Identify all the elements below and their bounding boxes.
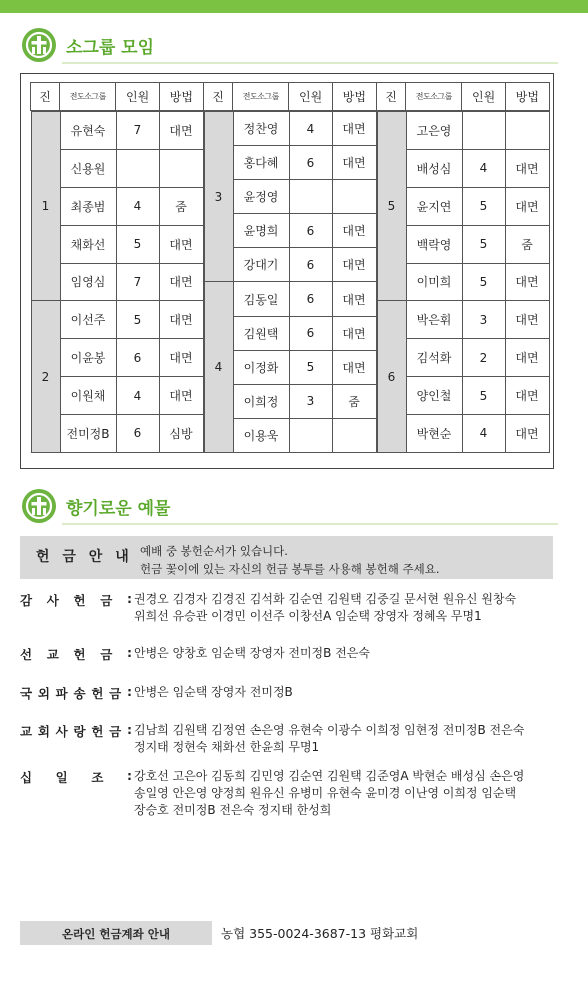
offering-label: [20, 684, 132, 702]
section-header-offering: [22, 489, 558, 525]
offering-names-line: 권경오 김경자 김경진 김석화 김순연 김원택 김중길 문서현 원유신 원창숙: [134, 592, 517, 606]
offering-names-line: 강호선 고은아 김동희 김민영 김순연 김원택 김준영A 박현순 배성심 손은영: [134, 769, 525, 783]
cell-count: 6: [289, 316, 332, 350]
cell-method: 대면: [332, 282, 376, 316]
group-column: [31, 111, 204, 453]
cell-method: 대면: [159, 263, 203, 301]
offering-label-char: 파: [55, 686, 68, 701]
cell-method: 대면: [332, 214, 376, 248]
cell-count: 4: [462, 149, 505, 187]
offering-names-line: 안병은 임순택 장영자 전미정B: [134, 685, 293, 699]
offering-label-char: 랑: [73, 724, 86, 739]
cell-method: 대면: [159, 225, 203, 263]
offering-label-char: 교: [46, 647, 59, 662]
offering-label-char: :: [127, 591, 132, 606]
cell-method: 대면: [505, 301, 549, 339]
notice-line: 예배 중 봉헌순서가 있습니다.: [140, 544, 288, 558]
offering-names: [134, 722, 560, 756]
cell-count: 4: [289, 112, 332, 146]
cell-method: 줌: [159, 187, 203, 225]
table-row: [31, 301, 203, 339]
table-body-row: [31, 111, 550, 453]
jin-number-cell: 3: [204, 112, 233, 282]
cell-count: 4: [462, 415, 505, 453]
cell-name: 윤정영: [233, 180, 289, 214]
table-header-row: [31, 83, 550, 111]
cell-count: [116, 149, 159, 187]
cell-count: [289, 418, 332, 452]
cell-count: 5: [289, 350, 332, 384]
cell-method: 대면: [505, 377, 549, 415]
table-header-cell: 인원: [289, 83, 332, 111]
table-header-cell: 인원: [116, 83, 159, 111]
cell-count: 5: [462, 263, 505, 301]
table-row: [204, 112, 376, 146]
offering-label-char: 금: [109, 724, 122, 739]
table-header-cell: 진: [377, 83, 406, 111]
cell-count: 7: [116, 263, 159, 301]
church-logo-icon: [22, 28, 56, 62]
cell-name: 박현순: [406, 415, 462, 453]
offering-names-line: 김남희 김원택 김정연 손은영 유현숙 이광수 이희정 임현정 전미정B 전은숙: [134, 723, 525, 737]
cell-method: [505, 112, 549, 150]
table-row: [204, 282, 376, 316]
cell-name: 이용욱: [233, 418, 289, 452]
offering-label: [20, 645, 132, 663]
cell-name: 최종범: [60, 187, 116, 225]
cell-method: 대면: [505, 149, 549, 187]
offering-notice: [20, 536, 553, 579]
cell-name: 이정화: [233, 350, 289, 384]
online-account-label-box: [20, 921, 212, 945]
cell-name: 이희정: [233, 384, 289, 418]
table-row: [377, 112, 549, 150]
cell-name: 이윤봉: [60, 339, 116, 377]
offering-label-char: 헌: [91, 686, 104, 701]
offering-label-char: 사: [46, 593, 59, 608]
offering-names-line: 장승호 전미정B 전은숙 정지태 한성희: [134, 803, 332, 817]
cell-method: 대면: [332, 146, 376, 180]
section-title: 소그룹 모임: [66, 38, 155, 58]
cell-name: 윤명희: [233, 214, 289, 248]
jin-number-cell: 6: [377, 301, 406, 453]
offering-label-char: :: [126, 768, 132, 783]
offering-names-line: 안병은 양창호 임순택 장영자 전미정B 전은숙: [134, 646, 370, 660]
cell-count: 4: [116, 187, 159, 225]
table-header-cell: 진: [31, 83, 60, 111]
cell-name: 이원채: [60, 377, 116, 415]
cell-method: 대면: [332, 112, 376, 146]
cell-count: 4: [116, 377, 159, 415]
offering-label: [20, 591, 132, 609]
cell-name: 강대기: [233, 248, 289, 282]
cell-method: 대면: [159, 112, 203, 150]
cell-name: 신용원: [60, 149, 116, 187]
cell-count: 5: [462, 225, 505, 263]
offering-names: [134, 684, 560, 701]
offering-label: [20, 768, 132, 786]
cell-method: [332, 418, 376, 452]
cell-count: 3: [462, 301, 505, 339]
cell-name: 유현숙: [60, 112, 116, 150]
cell-count: 7: [116, 112, 159, 150]
cell-count: 5: [462, 377, 505, 415]
cell-method: 대면: [505, 339, 549, 377]
cell-name: 임영심: [60, 263, 116, 301]
jin-number-cell: 5: [377, 112, 406, 301]
cell-name: 홍다혜: [233, 146, 289, 180]
cell-name: 윤지연: [406, 187, 462, 225]
cell-count: 3: [289, 384, 332, 418]
online-account-label: 온라인 헌금계좌 안내: [62, 927, 170, 941]
offering-names: [134, 768, 560, 819]
cell-name: 백락영: [406, 225, 462, 263]
small-group-table-frame: [20, 73, 554, 469]
cell-method: 대면: [332, 350, 376, 384]
cell-method: 줌: [505, 225, 549, 263]
offering-label-char: :: [126, 684, 132, 699]
offering-label-char: 선: [20, 647, 33, 662]
group-column: [204, 111, 377, 453]
cell-method: 대면: [159, 339, 203, 377]
cell-count: 6: [116, 415, 159, 453]
cell-name: 고은영: [406, 112, 462, 150]
offering-names-line: 위희선 유승관 이경민 이선주 이창선A 임순택 장영자 정혜옥 무명1: [134, 609, 482, 623]
notice-label: 헌 금 안 내: [36, 549, 133, 565]
cell-method: [159, 149, 203, 187]
cell-name: 김원택: [233, 316, 289, 350]
cell-count: 6: [289, 282, 332, 316]
cell-method: 줌: [332, 384, 376, 418]
section-rule: [62, 62, 558, 64]
cell-name: 김동일: [233, 282, 289, 316]
cell-count: 6: [116, 339, 159, 377]
table-header-cell: 전도소그룹: [406, 83, 462, 111]
table-header-cell: 방법: [505, 83, 549, 111]
cell-name: 정찬영: [233, 112, 289, 146]
offering-names: [134, 645, 560, 662]
cell-count: [462, 112, 505, 150]
small-group-table: [30, 82, 550, 453]
cell-name: 박은휘: [406, 301, 462, 339]
offering-label-char: 십: [20, 770, 33, 785]
offering-label-char: 교: [20, 724, 33, 739]
cell-count: 6: [289, 214, 332, 248]
cell-method: [332, 180, 376, 214]
jin-number-cell: 2: [31, 301, 60, 453]
section-rule: [62, 523, 558, 525]
group-column: [377, 111, 550, 453]
offering-label-char: 금: [100, 647, 113, 662]
offering-label-char: 금: [100, 593, 113, 608]
cell-name: 채화선: [60, 225, 116, 263]
jin-number-cell: 4: [204, 282, 233, 452]
section-title: 향기로운 예물: [66, 499, 171, 519]
jin-number-cell: 1: [31, 112, 60, 301]
cell-name: 이미희: [406, 263, 462, 301]
cell-count: 5: [462, 187, 505, 225]
cell-name: 전미정B: [60, 415, 116, 453]
cell-method: 대면: [332, 248, 376, 282]
cell-method: 대면: [159, 377, 203, 415]
offering-label-char: 사: [55, 724, 68, 739]
offering-label-char: :: [127, 645, 132, 660]
offering-label-char: 금: [109, 686, 122, 701]
table-row: [377, 301, 549, 339]
cell-count: 2: [462, 339, 505, 377]
cell-name: 이선주: [60, 301, 116, 339]
online-account-number: 농협 355-0024-3687-13 평화교회: [221, 926, 419, 941]
table-row: [31, 112, 203, 150]
offering-label-char: 헌: [73, 593, 86, 608]
table-header-cell: 전도소그룹: [233, 83, 289, 111]
cell-count: [289, 180, 332, 214]
cell-count: 6: [289, 146, 332, 180]
cell-name: 양인철: [406, 377, 462, 415]
offering-label-char: 송: [73, 686, 86, 701]
cell-method: 대면: [505, 263, 549, 301]
offering-label-char: 국: [20, 686, 33, 701]
table-header-cell: 전도소그룹: [60, 83, 116, 111]
cell-name: 김석화: [406, 339, 462, 377]
church-logo-icon: [22, 489, 56, 523]
cell-count: 5: [116, 225, 159, 263]
offering-label-char: 감: [20, 593, 33, 608]
offering-label-char: 조: [91, 770, 104, 785]
cell-method: 심방: [159, 415, 203, 453]
cell-count: 6: [289, 248, 332, 282]
offering-label-char: 헌: [91, 724, 104, 739]
cell-method: 대면: [505, 187, 549, 225]
table-header-cell: 진: [204, 83, 233, 111]
offering-label-char: :: [126, 722, 132, 737]
notice-line: 헌금 꽃이에 있는 자신의 헌금 봉투를 사용해 봉헌해 주세요.: [140, 562, 440, 576]
table-header-cell: 방법: [332, 83, 376, 111]
offering-names: [134, 591, 560, 625]
cell-count: 5: [116, 301, 159, 339]
cell-name: 배성심: [406, 149, 462, 187]
offering-label-char: 헌: [73, 647, 86, 662]
section-header-small-group: [22, 28, 558, 64]
cell-method: 대면: [332, 316, 376, 350]
offering-label-char: 일: [55, 770, 68, 785]
offering-label-char: 외: [37, 686, 50, 701]
cell-method: 대면: [159, 301, 203, 339]
offering-label: [20, 722, 132, 740]
offering-label-char: 회: [37, 724, 50, 739]
offering-names-line: 정지태 정현숙 채화선 한윤희 무명1: [134, 740, 320, 754]
top-accent-bar: [0, 0, 588, 13]
table-header-cell: 방법: [159, 83, 203, 111]
offering-names-line: 송일영 안은영 양정희 원유신 유병미 유현숙 윤미경 이난영 이희정 임순택: [134, 786, 517, 800]
table-header-cell: 인원: [462, 83, 505, 111]
cell-method: 대면: [505, 415, 549, 453]
